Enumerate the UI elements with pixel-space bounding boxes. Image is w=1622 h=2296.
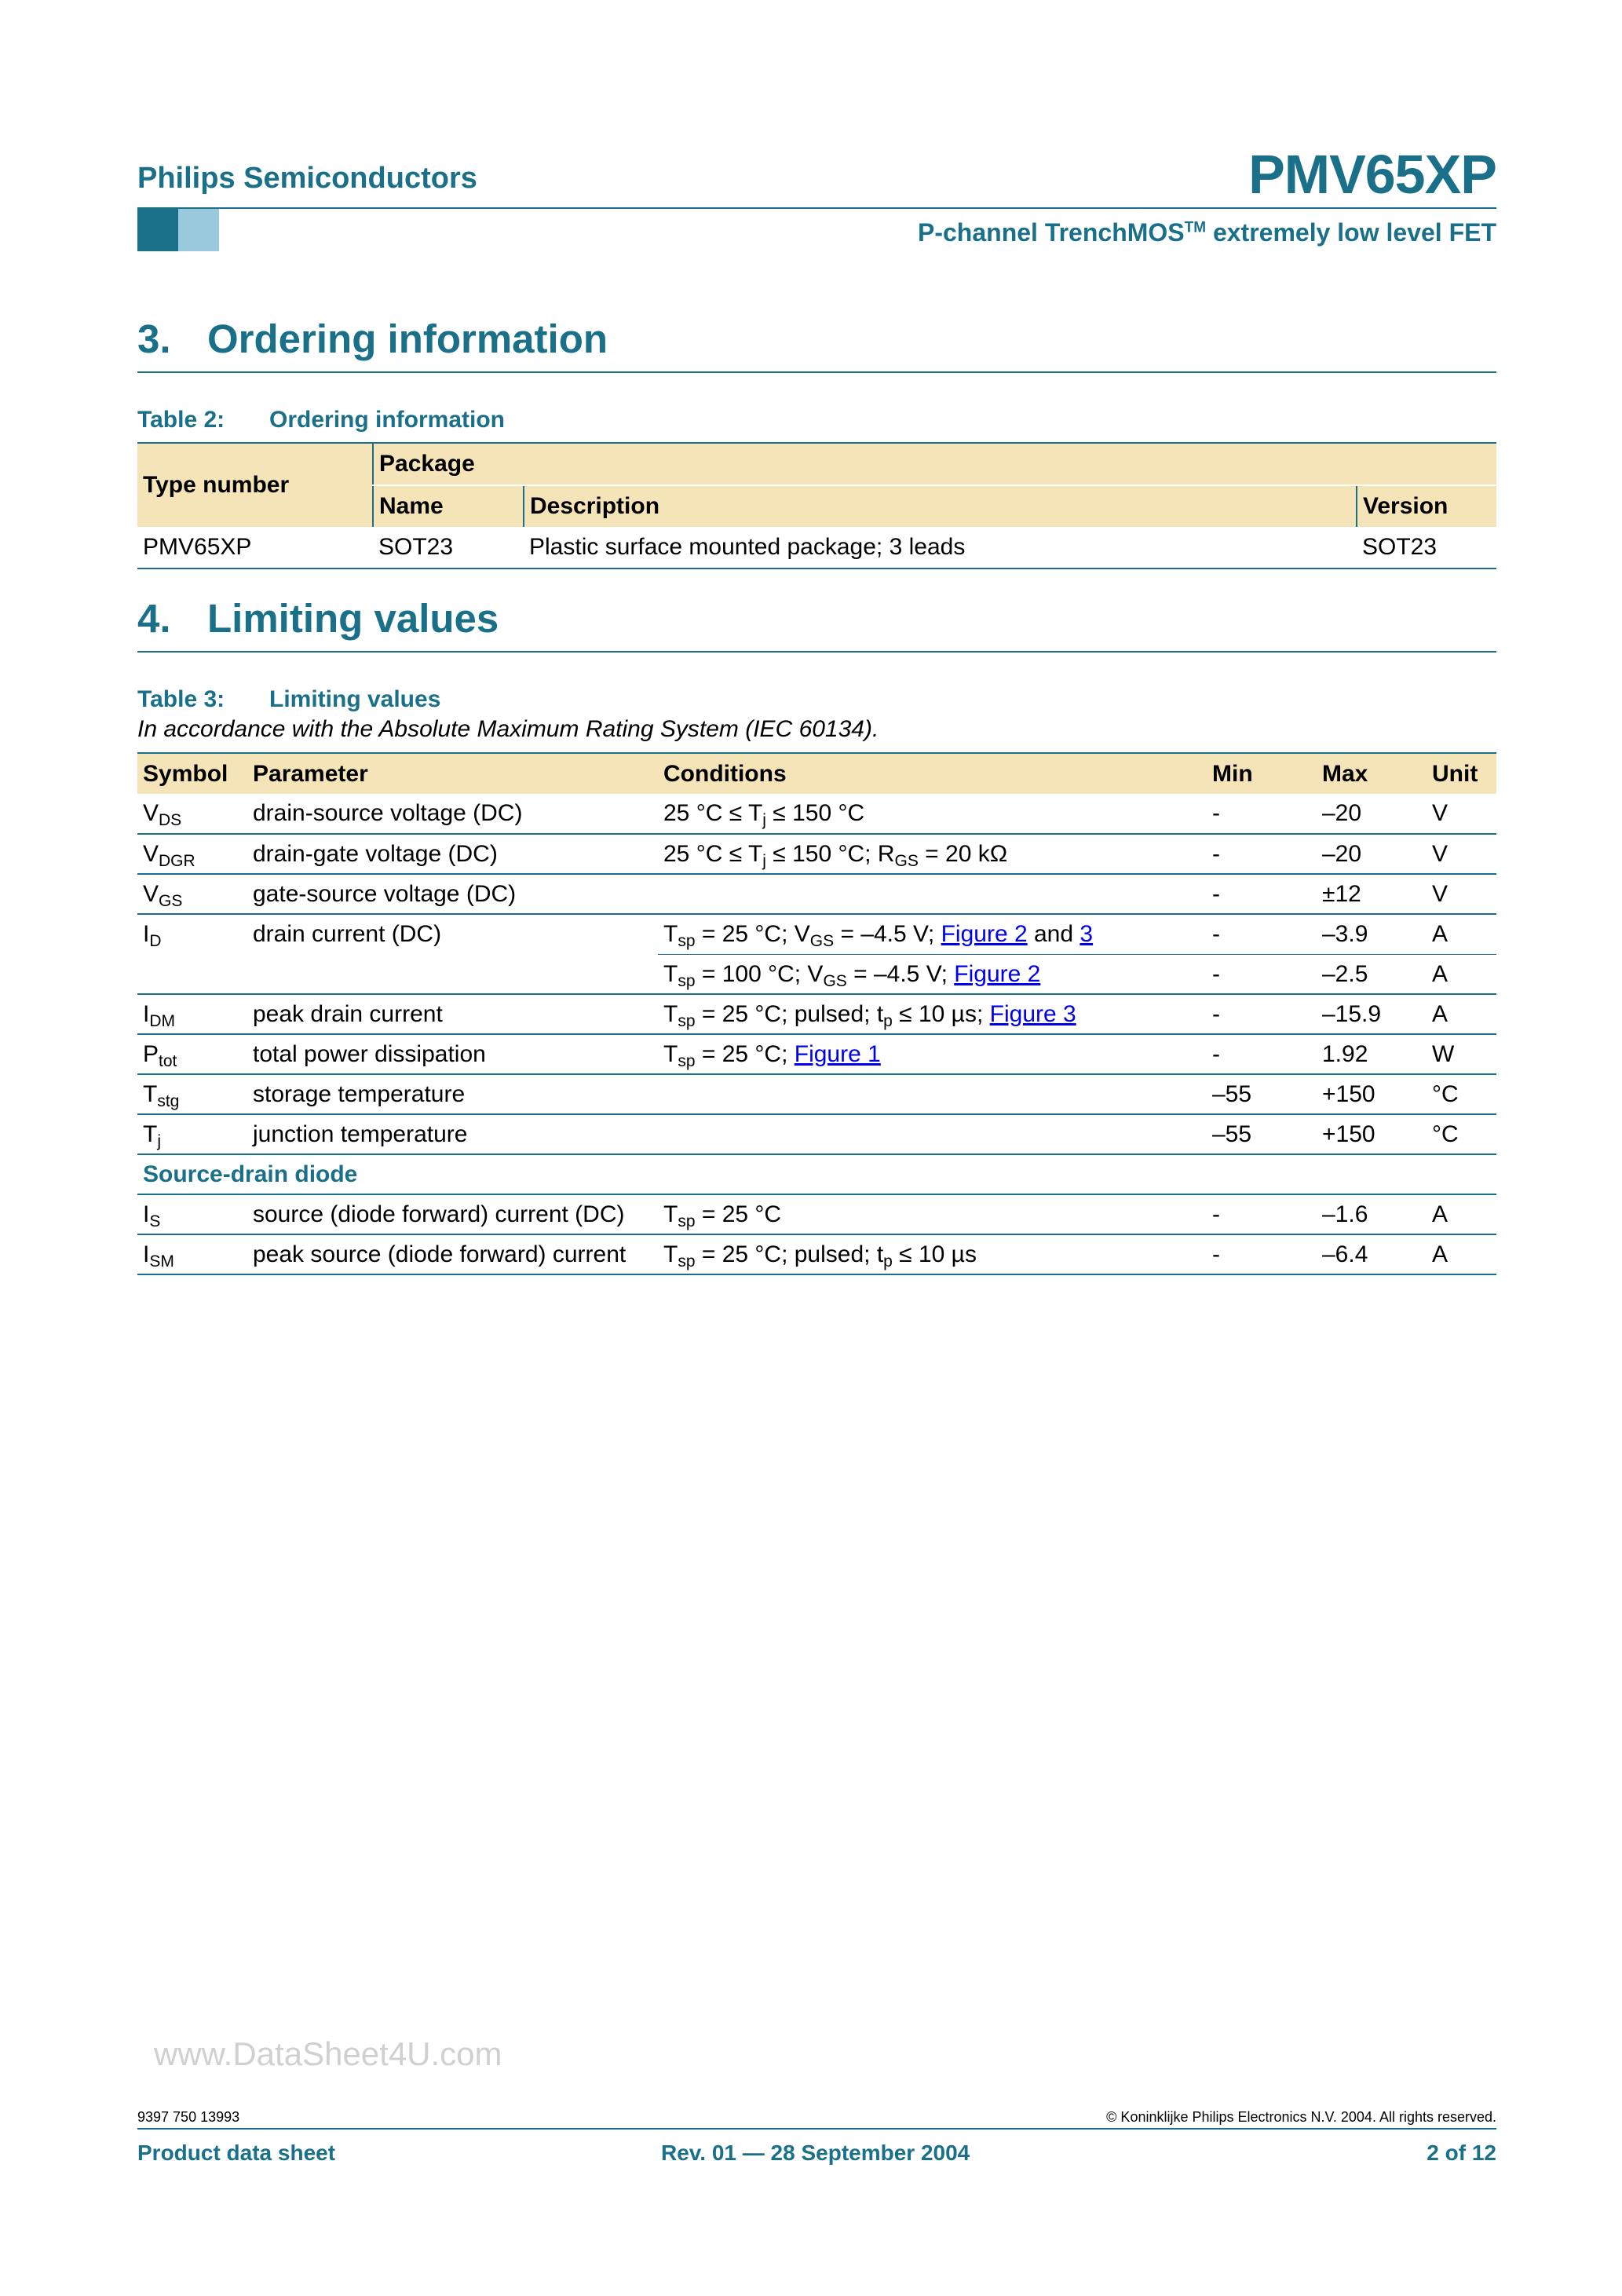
- page-number: 2 of 12: [1427, 2141, 1496, 2165]
- col-header-unit: Unit: [1427, 753, 1496, 794]
- table-row: $T_j$ junction temperature –55 +150 °C: [137, 1114, 1496, 1154]
- watermark: www.DataSheet4U.com: [154, 2035, 502, 2072]
- table-row: $T_{stg}$ storage temperature –55 +150 °C: [137, 1074, 1496, 1114]
- col-header-parameter: Parameter: [247, 753, 658, 794]
- figure-3-link[interactable]: 3: [1080, 921, 1094, 947]
- brand-block-dark: [137, 209, 178, 251]
- table-group-row: [137, 1154, 1496, 1194]
- table-caption: Table 2: Ordering information: [137, 407, 505, 433]
- col-header-type: Type number: [137, 443, 373, 527]
- product-title: PMV65XP: [1248, 144, 1496, 205]
- section-heading-ordering: 3. Ordering information: [137, 316, 1496, 373]
- table-caption: Table 3: Limiting values: [137, 686, 441, 712]
- ordering-table: [137, 442, 1496, 569]
- limiting-values-table: [137, 752, 1496, 1275]
- figure-2-link[interactable]: Figure 2: [954, 960, 1041, 987]
- table-row: $I_S$ source (diode forward) current (DC) $T_{sp} = 25$ °C - –1.6 A: [137, 1194, 1496, 1234]
- col-header-name: Name: [373, 485, 524, 527]
- col-header-conditions: Conditions: [658, 753, 1207, 794]
- table-note: In accordance with the Absolute Maximum Rating System (IEC 60134).: [137, 716, 879, 742]
- revision-date: Rev. 01 — 28 September 2004: [661, 2141, 970, 2165]
- table-row: PMV65XP SOT23 Plastic surface mounted package; 3 leads SOT23: [143, 534, 1438, 560]
- figure-3-link[interactable]: Figure 3: [989, 1001, 1076, 1027]
- product-subtitle: P-channel TrenchMOS™ extremely low level FET: [918, 218, 1496, 247]
- table-row: $I_{SM}$ peak source (diode forward) current $T_{sp} = 25$ °C; pulsed; $t_p \le 10$ µs - –6.4 A: [137, 1234, 1496, 1274]
- col-header-min: Min: [1207, 753, 1317, 794]
- col-header-symbol: Symbol: [137, 753, 247, 794]
- footer-rule: [137, 2128, 1496, 2130]
- table-row: $V_{GS}$ gate-source voltage (DC) - ±12 V: [137, 874, 1496, 914]
- table-row: $I_D$ drain current (DC) $T_{sp} = 25$ °C; $V_{GS} = -4.5$ V; Figure 2 and 3 - –3.9 A: [137, 914, 1496, 954]
- col-header-description: Description: [524, 485, 1357, 527]
- table-row: $I_{DM}$ peak drain current $T_{sp} = 25$ °C; pulsed; $t_p \le 10$ µs; Figure 3 - –15.9 A: [137, 994, 1496, 1034]
- section-heading-limiting: 4. Limiting values: [137, 595, 1496, 653]
- table-row: $P_{tot}$ total power dissipation $T_{sp} = 25$ °C; Figure 1 - 1.92 W: [137, 1034, 1496, 1074]
- brand-block-light: [178, 209, 219, 251]
- table-row: $V_{DGR}$ drain-gate voltage (DC) 25 $^\circ C \le T_j \le 150$ °C; $R_{GS} = 20$ kΩ - –20 V: [137, 834, 1496, 874]
- table-row: $V_{DS}$ drain-source voltage (DC) 25 $^\circ C \le T_j \le 150$ °C - –20 V: [137, 794, 1496, 834]
- document-number: 9397 750 13993: [137, 2109, 240, 2125]
- group-label: Source-drain diode: [137, 1154, 1496, 1194]
- company-name: Philips Semiconductors: [137, 162, 477, 195]
- figure-2-link[interactable]: Figure 2: [941, 921, 1028, 947]
- figure-1-link[interactable]: Figure 1: [794, 1041, 881, 1067]
- col-header-max: Max: [1317, 753, 1427, 794]
- copyright: © Koninklijke Philips Electronics N.V. 2004. All rights reserved.: [1106, 2109, 1496, 2125]
- header-rule: [137, 207, 1496, 209]
- col-header-package: Package: [373, 443, 1496, 485]
- document-type: Product data sheet: [137, 2141, 336, 2165]
- col-header-version: Version: [1357, 485, 1496, 527]
- table-row: $T_{sp} = 100$ °C; $V_{GS} = -4.5$ V; Figure 2 - –2.5 A: [137, 954, 1496, 994]
